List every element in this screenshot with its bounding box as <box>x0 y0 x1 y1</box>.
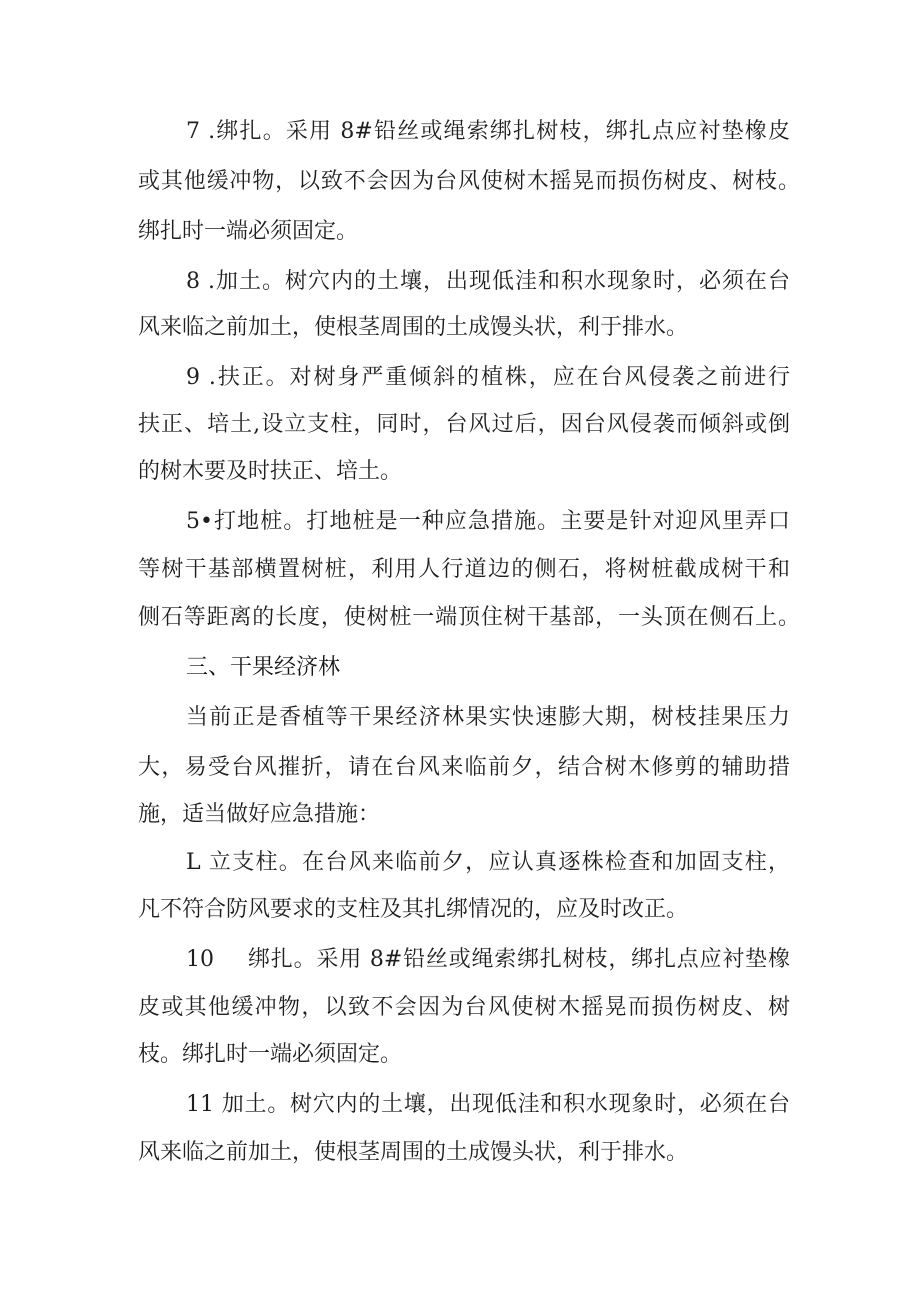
text-line: 等树干基部横置树桩，利用人行道边的侧石，将树桩截成树干和 <box>138 557 790 582</box>
text-line: 的树木要及时扶正、培土。 <box>138 459 403 484</box>
text-line: 5•打地桩。打地桩是一种应急措施。主要是针对迎风里弄口 <box>186 509 790 534</box>
text-line: 风来临之前加土，使根茎周围的土成馒头状，利于排水。 <box>138 1140 689 1165</box>
text-line: 扶正、培土,设立支柱，同时，台风过后，因台风侵袭而倾斜或倒 <box>138 412 790 437</box>
text-line: 9 .扶正。对树身严重倾斜的植株，应在台风侵袭之前进行 <box>186 365 790 390</box>
text-line: 11 加土。树穴内的土壤，出现低洼和积水现象时，必须在台 <box>186 1092 790 1117</box>
text-line: L 立支柱。在台风来临前夕，应认真逐株检查和加固支柱， <box>186 850 790 875</box>
text-line: 风来临之前加土，使根茎周围的土成馒头状，利于排水。 <box>138 315 689 340</box>
text-line: 施，适当做好应急措施： <box>138 802 381 827</box>
text-line: 凡不符合防风要求的支柱及其扎绑情况的，应及时改正。 <box>138 897 689 922</box>
text-line: 或其他缓冲物，以致不会因为台风使树木摇晃而损伤树皮、树枝。 <box>138 169 800 194</box>
text-line: 7 .绑扎。采用 8#铅丝或绳索绑扎树枝，绑扎点应衬垫橡皮 <box>186 119 790 144</box>
section-heading: 三、干果经济林 <box>186 655 341 680</box>
text-line: 绑扎。采用 8#铅丝或绳索绑扎树枝，绑扎点应衬垫橡 <box>248 947 790 972</box>
text-line: 8 .加土。树穴内的土壤，出现低洼和积水现象时，必须在台 <box>186 269 790 294</box>
text-line: 枝。绑扎时一端必须固定。 <box>138 1042 403 1067</box>
item-number: 10 <box>186 947 214 972</box>
text-line: 侧石等距离的长度，使树桩一端顶住树干基部，一头顶在侧石上。 <box>138 605 800 630</box>
text-line: 绑扎时一端必须固定。 <box>138 219 359 244</box>
text-line: 当前正是香植等干果经济林果实快速膨大期，树枝挂果压力 <box>186 705 790 730</box>
text-line: 皮或其他缓冲物，以致不会因为台风使树木摇晃而损伤树皮、树 <box>138 995 790 1020</box>
text-line: 大，易受台风摧折，请在台风来临前夕，结合树木修剪的辅助措 <box>138 755 790 780</box>
